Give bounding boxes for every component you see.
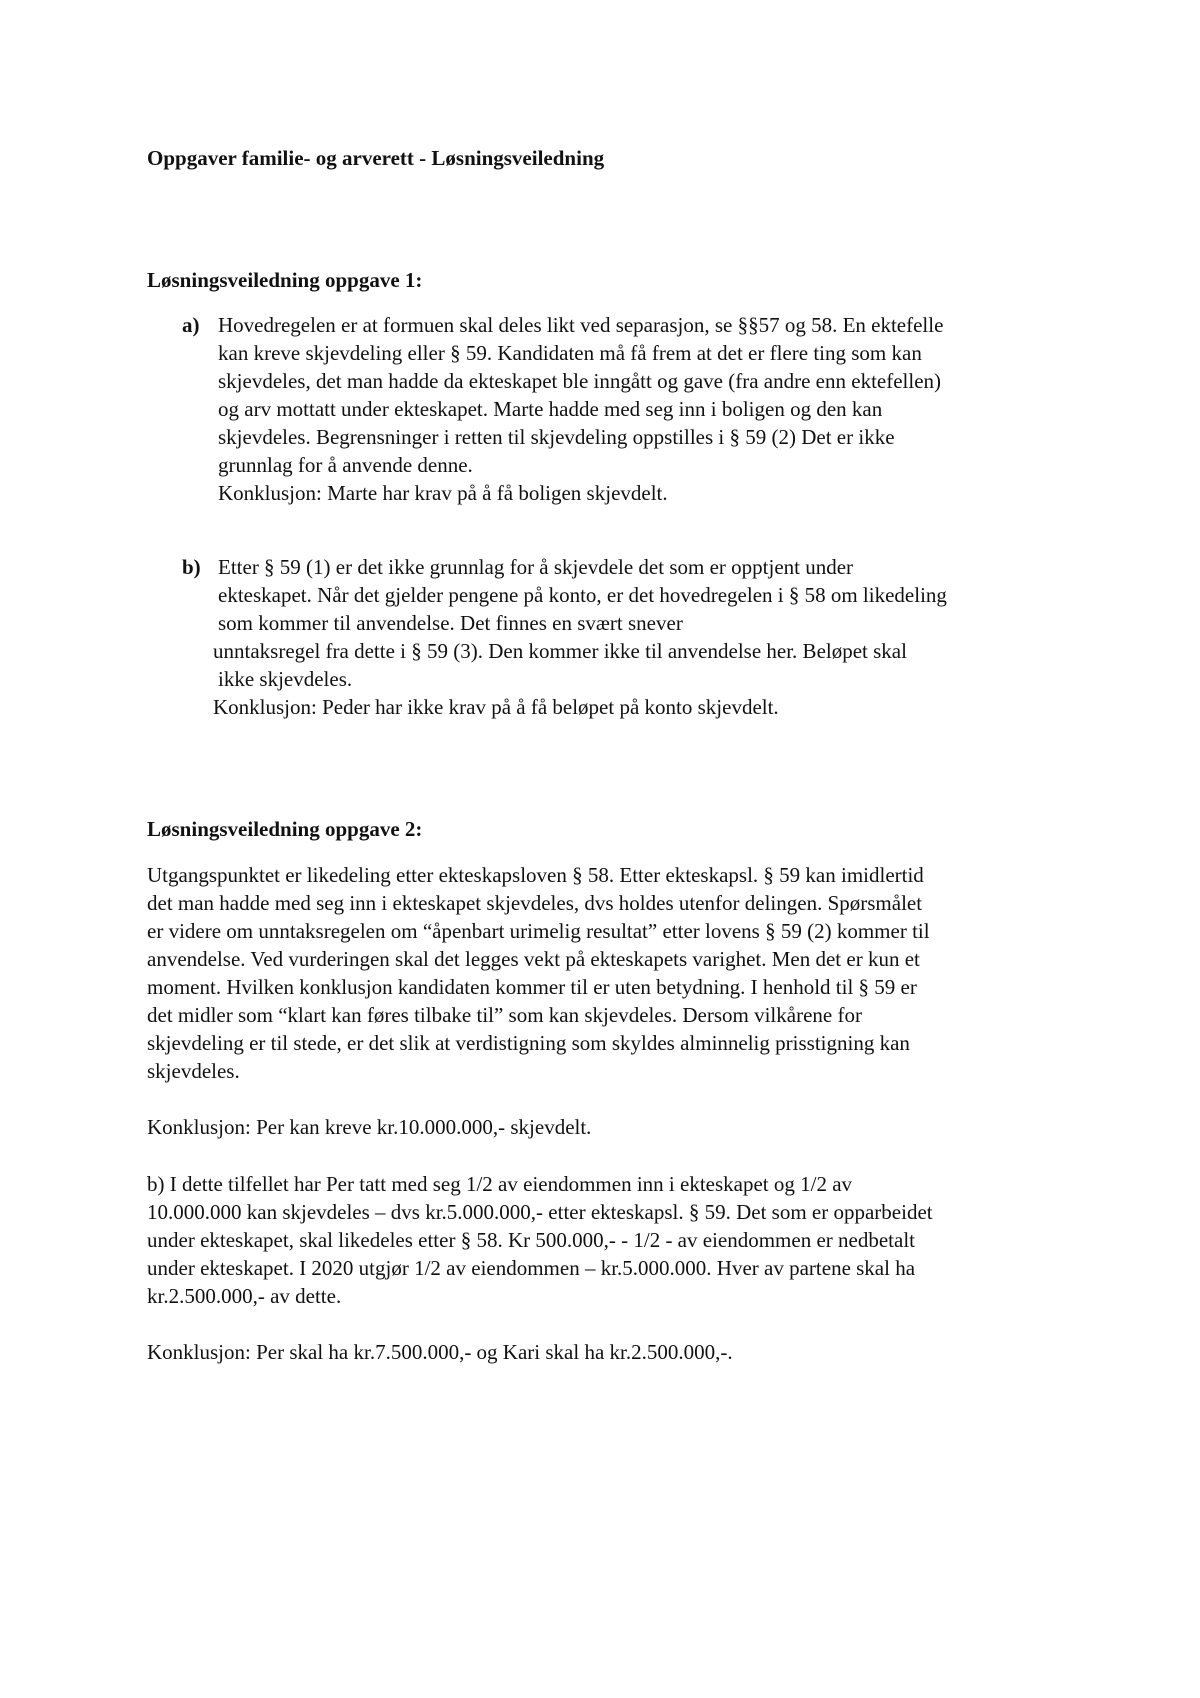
section-2-paragraph-1 [147,861,1087,1085]
paragraph-line: under ekteskapet. I 2020 utgjør 1/2 av eiendommen – kr.5.000.000. Hver av partene skal ha [147,1256,916,1280]
section-1-item-a [147,311,1087,507]
paragraph-line: under ekteskapet, skal likedeles etter § 58. Kr 500.000,- - 1/2 - av eiendommen er nedbetalt [147,1228,915,1252]
paragraph-line: Utgangspunktet er likedeling etter ekteskapsloven § 58. Etter ekteskapsl. § 59 kan imidlertid [147,863,924,887]
paragraph-line: b) I dette tilfellet har Per tatt med seg 1/2 av eiendommen inn i ekteskapet og 1/2 av [147,1172,853,1196]
item-b-body [213,553,1087,721]
item-b-conclusion: Konklusjon: Peder har ikke krav på å få beløpet på konto skjevdelt. [213,695,779,719]
item-b-line: ekteskapet. Når det gjelder pengene på konto, er det hovedregelen i § 58 om likedeling [218,583,947,607]
item-b-line: Etter § 59 (1) er det ikke grunnlag for å skjevdele det som er opptjent under [218,555,854,579]
item-b-line: som kommer til anvendelse. Det finnes en svært snever [218,611,683,635]
item-a-line: Hovedregelen er at formuen skal deles likt ved separasjon, se §§57 og 58. En ektefelle [218,313,944,337]
section-2-paragraph-2 [147,1170,1087,1310]
section-1-heading: Løsningsveiledning oppgave 1: [147,268,423,292]
paragraph-line: det man hadde med seg inn i ekteskapet skjevdeles, dvs holdes utenfor delingen. Spørsmålet [147,891,923,915]
paragraph-line: kr.2.500.000,- av dette. [147,1284,342,1308]
document-title: Oppgaver familie- og arverett - Løsningsveiledning [147,146,605,170]
section-2-conclusion-1: Konklusjon: Per kan kreve kr.10.000.000,- skjevdelt. [147,1115,592,1139]
item-b-line: ikke skjevdeles. [218,667,353,691]
paragraph-line: anvendelse. Ved vurderingen skal det legges vekt på ekteskapets varighet. Men det er kun et [147,947,920,971]
section-2-heading: Løsningsveiledning oppgave 2: [147,817,423,841]
item-a-conclusion: Konklusjon: Marte har krav på å få boligen skjevdelt. [218,481,668,505]
item-b-marker: b) [182,555,201,579]
item-a-line: skjevdeles, det man hadde da ekteskapet ble inngått og gave (fra andre enn ektefellen) [218,369,942,393]
item-a-line: skjevdeles. Begrensninger i retten til skjevdeling oppstilles i § 59 (2) Det er ikke [218,425,895,449]
section-1-item-b [147,553,1087,721]
paragraph-line: skjevdeles. [147,1059,240,1083]
item-a-line: grunnlag for å anvende denne. [218,453,473,477]
item-a-body [218,311,1087,507]
paragraph-line: skjevdeling er til stede, er det slik at verdistigning som skyldes alminnelig prisstigning kan [147,1031,910,1055]
section-2-conclusion-2: Konklusjon: Per skal ha kr.7.500.000,- og Kari skal ha kr.2.500.000,-. [147,1340,733,1364]
item-a-marker: a) [182,313,200,337]
item-a-line: og arv mottatt under ekteskapet. Marte hadde med seg inn i boligen og den kan [218,397,883,421]
paragraph-line: er videre om unntaksregelen om “åpenbart urimelig resultat” etter lovens § 59 (2) kommer til [147,919,930,943]
item-a-line: kan kreve skjevdeling eller § 59. Kandidaten må få frem at det er flere ting som kan [218,341,922,365]
item-b-line: unntaksregel fra dette i § 59 (3). Den kommer ikke til anvendelse her. Beløpet skal [213,639,907,663]
paragraph-line: 10.000.000 kan skjevdeles – dvs kr.5.000.000,- etter ekteskapsl. § 59. Det som er opparbeidet [147,1200,933,1224]
paragraph-line: det midler som “klart kan føres tilbake til” som kan skjevdeles. Dersom vilkårene for [147,1003,862,1027]
paragraph-line: moment. Hvilken konklusjon kandidaten kommer til er uten betydning. I henhold til § 59 er [147,975,917,999]
